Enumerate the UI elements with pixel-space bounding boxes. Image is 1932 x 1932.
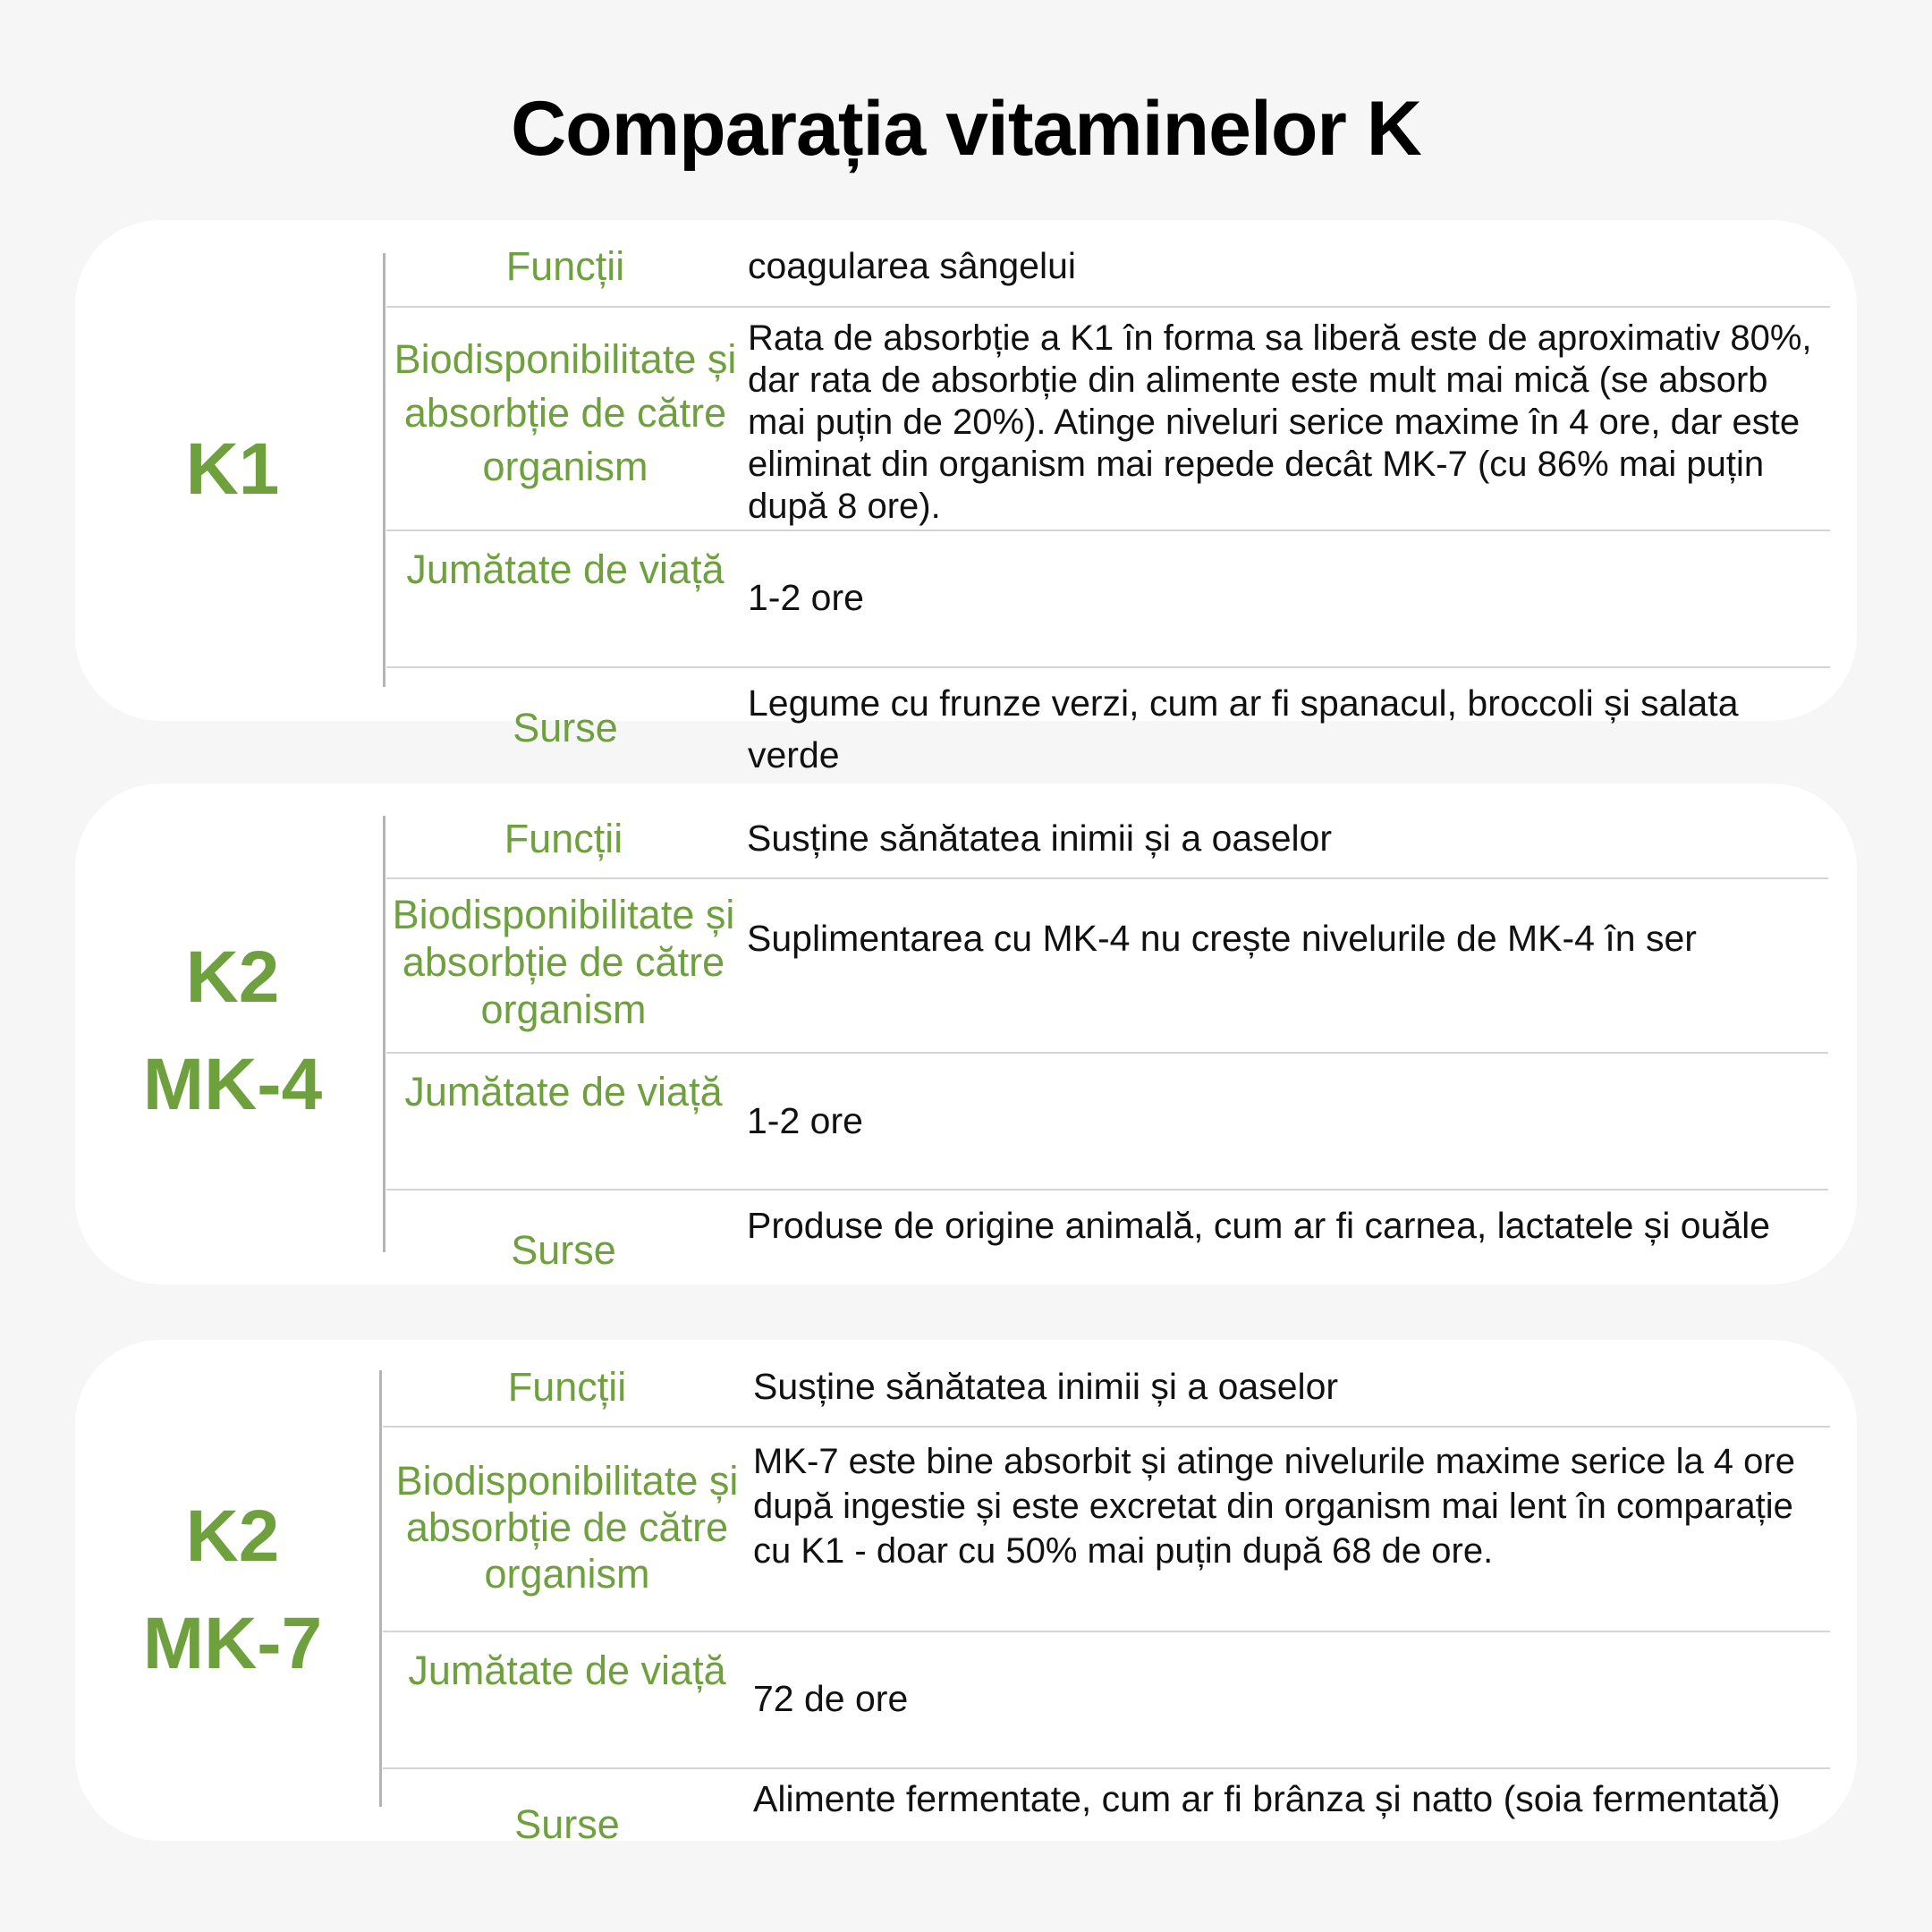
value-half-life: 1-2 ore [748, 577, 864, 618]
row-header-half-life: Jumătate de viață [404, 1069, 723, 1114]
row-header-functions: Funcții [504, 816, 623, 861]
row-divider [386, 1052, 1828, 1054]
row-divider-vertical [383, 253, 386, 687]
value-half-life: 1-2 ore [747, 1100, 863, 1141]
row-divider [386, 530, 1830, 531]
vitamin-label [75, 416, 390, 523]
row-header-sources: Surse [511, 1227, 616, 1273]
row-divider [383, 1767, 1830, 1769]
vitamin-label [75, 924, 390, 1139]
vitamin-label-line1: K2 [185, 936, 280, 1018]
value-sources: Legume cu frunze verzi, cum ar fi spanacul, broccoli și salata verde [748, 682, 1739, 775]
vitamin-label-line1: K1 [185, 428, 280, 510]
value-half-life: 72 de ore [753, 1678, 909, 1719]
row-header-half-life: Jumătate de viață [408, 1648, 726, 1693]
row-header-sources: Surse [514, 1801, 620, 1847]
value-bio: MK-7 este bine absorbit și atinge nivelurile maxime serice la 4 ore după ingestie și este excretat din organism mai lent în comparație cu K1 - doar cu 50% mai puțin după 68 de ore. [753, 1442, 1795, 1571]
row-header-functions: Funcții [505, 243, 625, 289]
page-title: Comparația vitaminelor K [511, 86, 1421, 172]
value-sources: Produse de origine animală, cum ar fi carnea, lactatele și ouăle [747, 1205, 1771, 1246]
row-header-half-life: Jumătate de viață [406, 547, 724, 592]
row-divider [386, 877, 1828, 879]
value-bio: Suplimentarea cu MK-4 nu crește nivelurile de MK-4 în ser [747, 918, 1697, 959]
row-divider [386, 1189, 1828, 1191]
row-divider [383, 1631, 1830, 1632]
row-header-bio: Biodisponibilitate și absorbție de către organism [394, 336, 737, 489]
vitamin-label-line2: MK-7 [142, 1603, 323, 1684]
row-divider-vertical [383, 816, 386, 1252]
value-functions: Susține sănătatea inimii și a oaselor [753, 1366, 1339, 1407]
row-header-functions: Funcții [507, 1364, 627, 1410]
row-header-bio: Biodisponibilitate și absorbție de către organism [392, 892, 735, 1032]
row-header-sources: Surse [513, 705, 618, 750]
row-header-bio: Biodisponibilitate și absorbție de către organism [395, 1458, 739, 1597]
row-divider [386, 306, 1830, 308]
value-sources: Alimente fermentate, cum ar fi brânza și natto (soia fermentată) [753, 1778, 1781, 1819]
row-divider-vertical [379, 1370, 382, 1807]
row-divider [383, 1426, 1830, 1428]
vitamin-label-line2: MK-4 [142, 1044, 323, 1125]
vitamin-label [75, 1483, 390, 1698]
value-functions: Susține sănătatea inimii și a oaselor [747, 818, 1333, 859]
value-bio: Rata de absorbție a K1 în forma sa liberă este de aproximativ 80%, dar rata de absorbție din alimente este mult mai mică (se absorb mai puțin de 20%). Atinge niveluri serice maxime în 4 ore, dar este eliminat din organism mai repede decât MK-7 (cu 86% mai puțin după 8 ore). [748, 318, 1812, 526]
row-divider [386, 666, 1830, 668]
vitamin-label-line1: K2 [185, 1496, 280, 1577]
value-functions: coagularea sângelui [748, 245, 1076, 286]
